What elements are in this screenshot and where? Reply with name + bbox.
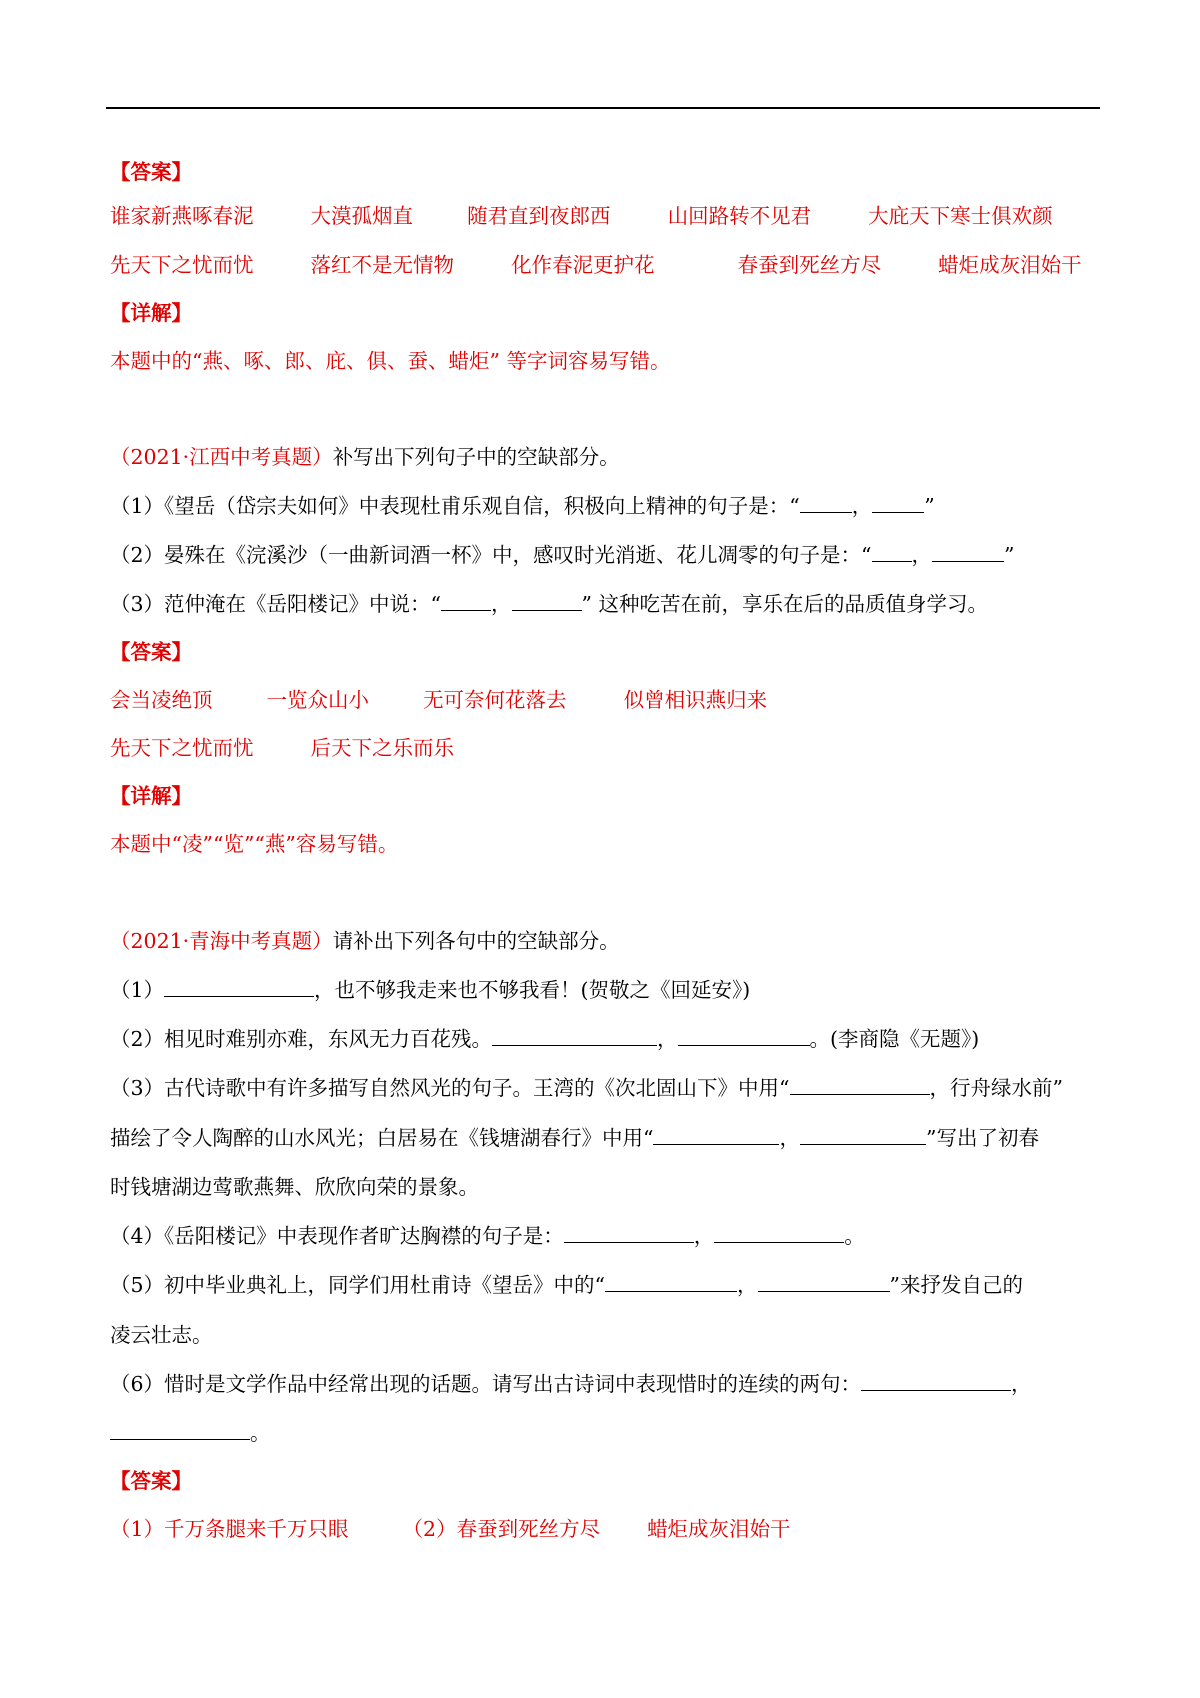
detail-label: 【详解】 (110, 301, 192, 325)
question-item (110, 1074, 1063, 1102)
answer-item: 蜡炬成灰泪始干 (938, 253, 1082, 277)
answer-item: 先天下之忧而忧 (110, 253, 254, 277)
question-header (110, 927, 620, 955)
item-text: 。 (844, 1224, 865, 1248)
fill-blank (110, 1419, 250, 1440)
question-item (110, 1025, 979, 1053)
question-item (110, 1222, 865, 1250)
answer-item: 一览众山小 (266, 688, 370, 712)
question-header (110, 443, 620, 471)
item-text: （6）惜时是文学作品中经常出现的话题。请写出古诗词中表现惜时的连续的两句： (110, 1372, 862, 1396)
answer-item: （1）千万条腿来千万只眼 (110, 1517, 349, 1541)
fill-blank (564, 1222, 694, 1243)
answer-item: 无可奈何花落去 (423, 688, 567, 712)
header-rule (106, 107, 1100, 109)
question-item (110, 590, 988, 618)
item-text: ， (851, 494, 873, 518)
question-item (110, 976, 750, 1004)
item-text: ， (693, 1224, 715, 1248)
question-item (110, 1271, 1023, 1299)
question-item (110, 541, 1015, 569)
answer-label: 【答案】 (110, 160, 192, 184)
answer-item: 似曾相识燕归来 (623, 688, 768, 712)
answer-label: 【答案】 (110, 1469, 192, 1493)
item-text: （5）初中毕业典礼上，同学们用杜甫诗《望岳》中的“ (110, 1273, 606, 1297)
answer-row (110, 734, 454, 762)
fill-blank (512, 590, 582, 611)
answer-item: 后天下之乐而乐 (310, 736, 455, 760)
item-text: ， (1011, 1372, 1032, 1396)
item-text: ， (491, 592, 512, 616)
item-text: 。(李商隐《无题》) (809, 1027, 980, 1051)
answer-item: 随君直到夜郎西 (467, 204, 611, 228)
fill-blank (164, 976, 314, 997)
item-text: ， (737, 1273, 758, 1297)
answer-item: 春蚕到死丝方尽 (737, 253, 882, 277)
question-item-continued (110, 1419, 271, 1447)
answer-item: 落红不是无情物 (310, 253, 455, 277)
item-text: ， (779, 1126, 800, 1150)
item-text: （1）《望岳（岱宗夫如何》中表现杜甫乐观自信，积极向上精神的句子是：“ (110, 494, 800, 518)
item-text: ， (911, 543, 933, 567)
question-item-continued (110, 1124, 1039, 1152)
answer-item: 先天下之忧而忧 (110, 736, 254, 760)
item-text: ” 这种吃苦在前，享乐在后的品质值身学习。 (581, 592, 989, 616)
answer-item: 谁家新燕啄春泥 (110, 204, 254, 228)
item-text: ” (1004, 543, 1015, 567)
fill-blank (872, 492, 924, 513)
question-item (110, 492, 935, 520)
answer-item: 山回路转不见君 (667, 204, 812, 228)
item-text: （4）《岳阳楼记》中表现作者旷达胸襟的句子是： (110, 1224, 564, 1248)
fill-blank (492, 1025, 657, 1046)
item-text: （3）范仲淹在《岳阳楼记》中说：“ (110, 592, 442, 616)
fill-blank (790, 1074, 930, 1095)
question-item (110, 1370, 1032, 1398)
answer-item: 化作春泥更护花 (511, 253, 655, 277)
fill-blank (800, 492, 852, 513)
answer-item: 大庇天下寒士俱欢颜 (868, 204, 1053, 228)
fill-blank (800, 1124, 926, 1145)
detail-label: 【详解】 (110, 784, 192, 808)
item-text: ，也不够我走来也不够我看！(贺敬之《回延安》) (314, 978, 751, 1002)
detail-text: 本题中“凌”“览”“燕”容易写错。 (110, 832, 399, 856)
question-prompt: 请补出下列各句中的空缺部分。 (332, 929, 620, 953)
answer-item: （2）春蚕到死丝方尽 (402, 1517, 601, 1541)
item-text: （2）相见时难别亦难，东风无力百花残。 (110, 1027, 493, 1051)
answer-item: 大漠孤烟直 (310, 204, 414, 228)
item-text: （1） (110, 978, 165, 1002)
item-text: ”来抒发自己的 (889, 1273, 1024, 1297)
item-text: ， (657, 1027, 678, 1051)
fill-blank (605, 1271, 737, 1292)
answer-row (110, 202, 1053, 230)
item-text: 。 (250, 1421, 271, 1445)
question-item-continued: 凌云壮志。 (110, 1323, 213, 1347)
fill-blank (758, 1271, 890, 1292)
item-text: ”写出了初春 (925, 1126, 1039, 1150)
fill-blank (714, 1222, 844, 1243)
fill-blank (872, 541, 912, 562)
fill-blank (653, 1124, 779, 1145)
question-source: （2021·江西中考真题） (110, 445, 333, 469)
item-text: （3）古代诗歌中有许多描写自然风光的句子。王湾的《次北固山下》中用“ (110, 1076, 790, 1100)
question-source: （2021·青海中考真题） (110, 929, 333, 953)
fill-blank (441, 590, 491, 611)
answer-row (110, 686, 767, 714)
question-item-continued: 时钱塘湖边莺歌燕舞、欣欣向荣的景象。 (110, 1175, 479, 1199)
answer-row (110, 1515, 791, 1543)
item-text: （2）晏殊在《浣溪沙（一曲新词酒一杯》中，感叹时光消逝、花儿凋零的句子是：“ (110, 543, 872, 567)
item-text: ” (924, 494, 935, 518)
question-prompt: 补写出下列句子中的空缺部分。 (332, 445, 620, 469)
detail-text: 本题中的“燕、啄、郎、庇、俱、蚕、蜡炬” 等字词容易写错。 (110, 349, 671, 373)
item-text: 描绘了令人陶醉的山水风光；白居易在《钱塘湖春行》中用“ (110, 1126, 654, 1150)
fill-blank (932, 541, 1004, 562)
item-text: ，行舟绿水前” (929, 1076, 1064, 1100)
answer-item: 蜡炬成灰泪始干 (647, 1517, 791, 1541)
answer-item: 会当凌绝顶 (110, 688, 213, 712)
answer-label: 【答案】 (110, 640, 192, 664)
fill-blank (861, 1370, 1011, 1391)
fill-blank (678, 1025, 810, 1046)
answer-row (110, 251, 1082, 279)
